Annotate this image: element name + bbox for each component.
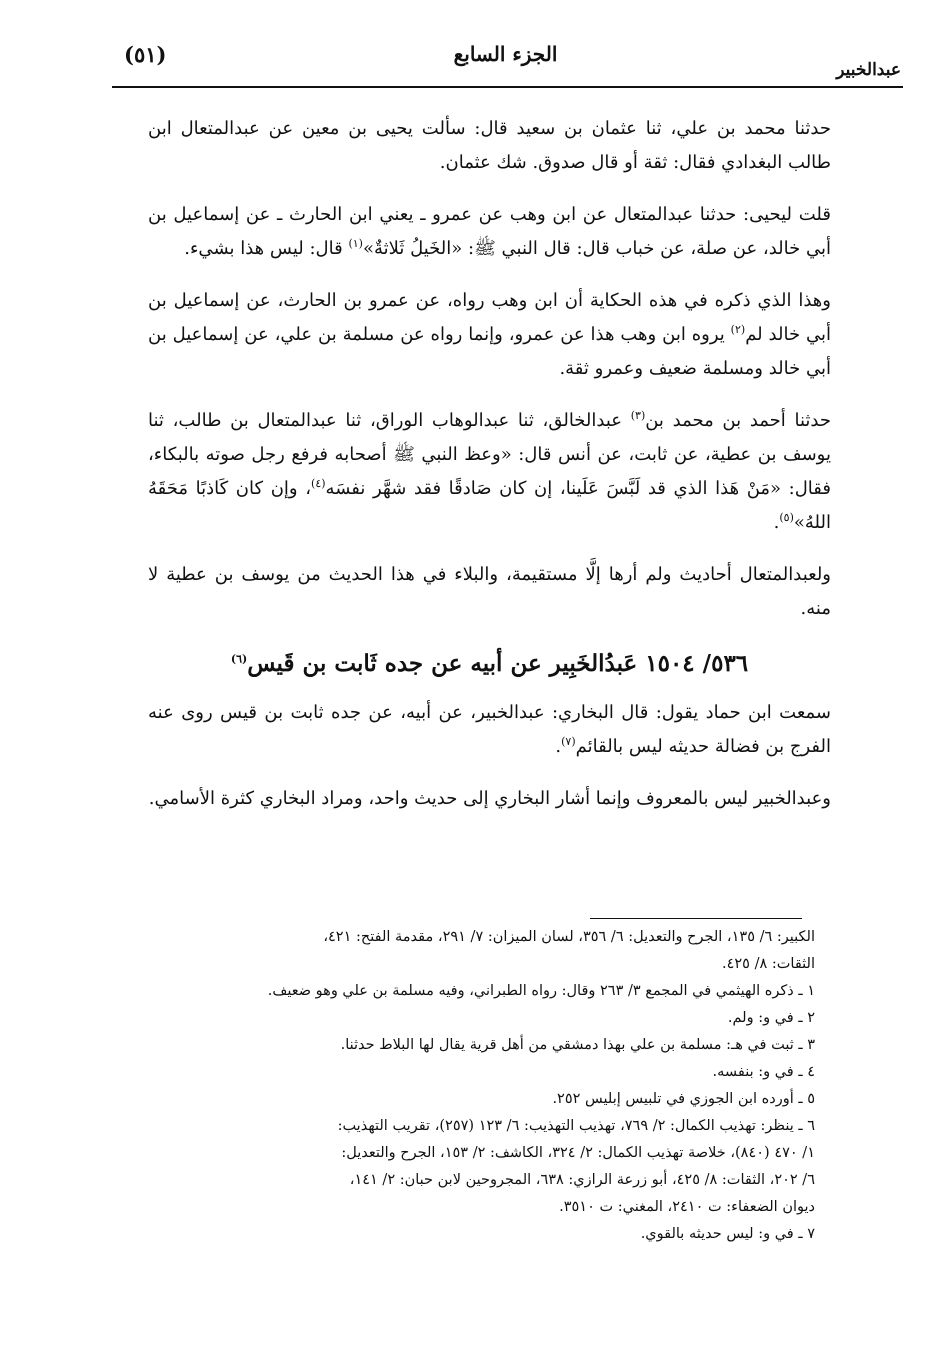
footnote-6-line-4: ديوان الضعفاء: ت ٢٤١٠، المغني: ت ٣٥١٠. [559,1199,815,1215]
footnote-ref-5: (٥) [779,511,794,524]
paragraph-5 [148,558,831,626]
paragraph-4 [148,404,831,540]
paragraph-1-text: حدثنا محمد بن علي، ثنا عثمان بن سعيد قال: سألت يحيى بن معين عن عبدالمتعال ابن طالب البغدادي فقال: ثقة أو قال صدوق. شك عثمان. [148,118,831,173]
footnote-ref-4: (٤) [311,477,326,490]
footnote-2: ٢ ـ في و: ولم. [727,1010,815,1026]
footnote-7: ٧ ـ في و: ليس حديثه بالقوي. [640,1226,815,1242]
paragraph-2-end: قال: ليس هذا بشيء. [184,238,349,259]
footnote-ref-6: (٦) [230,652,248,666]
footnote-sources-line-1: الكبير: ٦/ ١٣٥، الجرح والتعديل: ٦/ ٣٥٦، لسان الميزان: ٧/ ٢٩١، مقدمة الفتح: ٤٢١، [323,929,815,945]
running-head: عبدالخبير [836,60,901,80]
header-rule [112,86,903,88]
footnote-1: ١ ـ ذكره الهيثمي في المجمع ٣/ ٢٦٣ وقال: رواه الطبراني، وفيه مسلمة بن علي وهو ضعيف. [267,983,815,999]
paragraph-5-text: ولعبدالمتعال أحاديث ولم أرها إلَّا مستقيمة، والبلاء في هذا الحديث من يوسف بن عطية لا منه. [148,564,831,619]
footnote-ref-1: (١) [348,237,363,250]
footnote-ref-3: (٣) [630,409,646,422]
page-number: (٥١) [124,42,167,67]
main-text [148,112,831,834]
footnote-3: ٣ ـ ثبت في هـ: مسلمة بن علي بهذا دمشقي من أهل قرية يقال لها البلاط حدثنا. [340,1037,815,1053]
paragraph-1 [148,112,831,180]
page-header [110,36,901,82]
paragraph-3-text-a: وهذا الذي ذكره في هذه الحكاية أن ابن وهب رواه، عن عمرو بن الحارث، عن إسماعيل بن أبي خالد لم [148,290,831,345]
paragraph-6-text-b: . [555,736,562,757]
part-title: الجزء السابع [453,42,558,66]
footnotes [138,924,815,1248]
entry-heading [148,644,831,684]
footnote-6-line-2: ١/ ٤٧٠ (٨٤٠)، خلاصة تهذيب الكمال: ٢/ ٣٢٤، الكاشف: ٢/ ١٥٣، الجرح والتعديل: [341,1145,815,1161]
footnote-6-line-3: ٦/ ٢٠٢، الثقات: ٨/ ٤٢٥، أبو زرعة الرازي: ٦٣٨، المجروحين لابن حبان: ٢/ ١٤١، [349,1172,815,1188]
footnote-4: ٤ ـ في و: بنفسه. [712,1064,815,1080]
paragraph-7 [148,782,831,816]
paragraph-2 [148,198,831,266]
footnote-ref-7: (٧) [561,735,576,748]
footnote-ref-2: (٢) [730,323,746,336]
paragraph-6 [148,696,831,764]
footnote-sources-line-2: الثقات: ٨/ ٤٢٥. [721,956,815,972]
paragraph-2-text: قلت ليحيى: حدثنا عبدالمتعال عن ابن وهب عن عمرو ـ يعني ابن الحارث ـ عن إسماعيل بن أبي خالد، عن صلة، عن خباب قال: قال النبي ﷺ: «الخَيلُ ثَلاثةٌ» [148,204,831,259]
paragraph-3 [148,284,831,386]
paragraph-6-text-a: سمعت ابن حماد يقول: قال البخاري: عبدالخبير، عن أبيه، عن جده ثابت بن قيس روى عنه الفرج بن فضالة حديثه ليس بالقائم [148,702,831,757]
footnote-6-line-1: ٦ ـ ينظر: تهذيب الكمال: ٢/ ٧٦٩، تهذيب التهذيب: ٦/ ١٢٣ (٢٥٧)، تقريب التهذيب: [337,1118,815,1134]
entry-title: ٥٣٦/ ١٥٠٤ عَبدُالخَبِير عن أبيه عن جده ثَابت بن قَيس [247,650,749,677]
paragraph-3-text-b: يروه ابن وهب هذا عن عمرو، وإنما رواه عن مسلمة بن علي، عن إسماعيل بن أبي خالد ومسلمة ضعيف وعمرو ثقة. [148,324,831,379]
paragraph-4-text-c: ، وإن كان كَاذبًا مَحَقَهُ اللهُ» [148,478,831,533]
paragraph-4-text-d: . [773,512,780,533]
footnote-5: ٥ ـ أورده ابن الجوزي في تلبيس إبليس ٢٥٢. [552,1091,815,1107]
footnote-rule [590,918,802,919]
paragraph-7-text: وعبدالخبير ليس بالمعروف وإنما أشار البخاري إلى حديث واحد، ومراد البخاري كثرة الأسامي. [148,788,831,809]
paragraph-4-text-a: حدثنا أحمد بن محمد بن [645,410,831,431]
paragraph-4-text-b: عبدالخالق، ثنا عبدالوهاب الوراق، ثنا عبدالمتعال بن طالب، ثنا يوسف بن عطية، عن ثابت، عن أنس قال: «وعظ النبي ﷺ أصحابه فرفع رجل صوته بالبكاء، فقال: «مَنْ هَذا الذي قد لَبَّسَ عَلَينا، إن كان صَادقًا فقد شهَّر نفسَه [148,410,831,499]
